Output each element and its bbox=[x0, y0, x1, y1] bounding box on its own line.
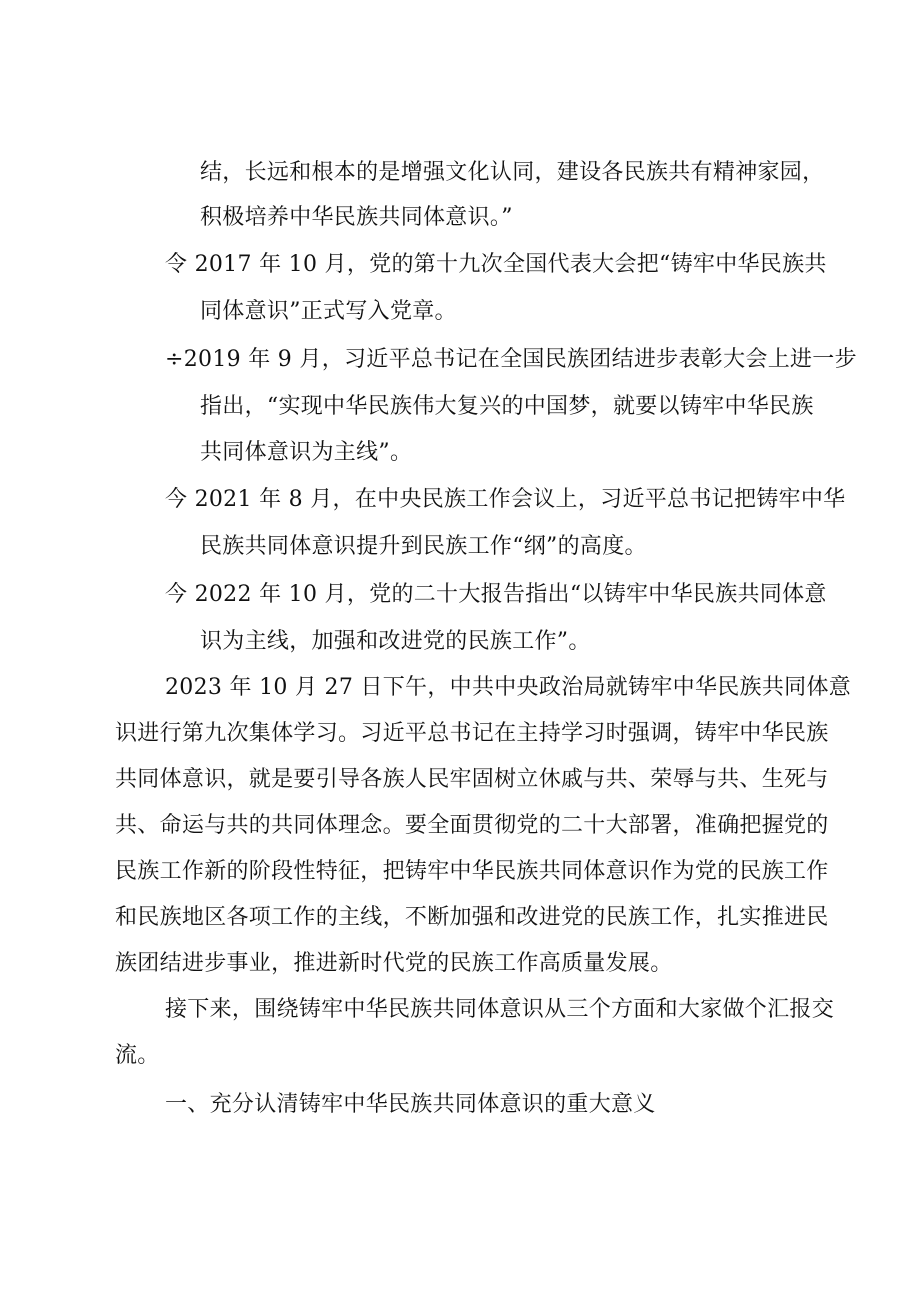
milestone-2019-line-1: ÷2019 年 9 月，习近平总书记在全国民族团结进步表彰大会上进一步 bbox=[165, 347, 857, 372]
study-paragraph-line-4: 共、命运与共的共同体理念。要全面贯彻党的二十大部署，准确把握党的 bbox=[115, 813, 829, 838]
study-paragraph-line-3: 共同体意识，就是要引导各族人民牢固树立休戚与共、荣辱与共、生死与 bbox=[115, 767, 829, 792]
milestone-2021-line-2: 民族共同体意识提升到民族工作“纲”的高度。 bbox=[200, 534, 647, 559]
section-heading: 一、充分认清铸牢中华民族共同体意识的重大意义 bbox=[165, 1092, 656, 1117]
study-paragraph-line-6: 和民族地区各项工作的主线，不断加强和改进党的民族工作，扎实推进民 bbox=[115, 905, 829, 930]
study-paragraph-line-2: 识进行第九次集体学习。习近平总书记在主持学习时强调，铸牢中华民族 bbox=[115, 721, 829, 746]
milestone-2022-line-2: 识为主线，加强和改进党的民族工作”。 bbox=[200, 629, 591, 654]
study-paragraph-line-1: 2023 年 10 月 27 日下午，中共中央政治局就铸牢中华民族共同体意 bbox=[165, 675, 852, 700]
quote-line-2: 积极培养中华民族共同体意识。” bbox=[200, 205, 513, 230]
study-paragraph-line-7: 族团结进步事业，推进新时代党的民族工作高质量发展。 bbox=[115, 951, 673, 976]
milestone-2022-line-1: 今 2022 年 10 月，党的二十大报告指出“以铸牢中华民族共同体意 bbox=[165, 582, 827, 607]
transition-paragraph-line-1: 接下来，围绕铸牢中华民族共同体意识从三个方面和大家做个汇报交 bbox=[165, 997, 835, 1022]
milestone-2019-line-3: 共同体意识为主线”。 bbox=[200, 440, 413, 465]
milestone-2017-line-1: 令 2017 年 10 月，党的第十九次全国代表大会把“铸牢中华民族共 bbox=[165, 252, 827, 277]
quote-line-1: 结，长远和根本的是增强文化认同，建设各民族共有精神家园， bbox=[200, 160, 825, 185]
milestone-2017-line-2: 同体意识”正式写入党章。 bbox=[200, 299, 457, 324]
study-paragraph-line-5: 民族工作新的阶段性特征，把铸牢中华民族共同体意识作为党的民族工作 bbox=[115, 859, 829, 884]
milestone-2019-line-2: 指出，“实现中华民族伟大复兴的中国梦，就要以铸牢中华民族 bbox=[200, 394, 814, 419]
milestone-2021-line-1: 今 2021 年 8 月，在中央民族工作会议上，习近平总书记把铸牢中华 bbox=[165, 487, 846, 512]
transition-paragraph-line-2: 流。 bbox=[115, 1043, 160, 1068]
